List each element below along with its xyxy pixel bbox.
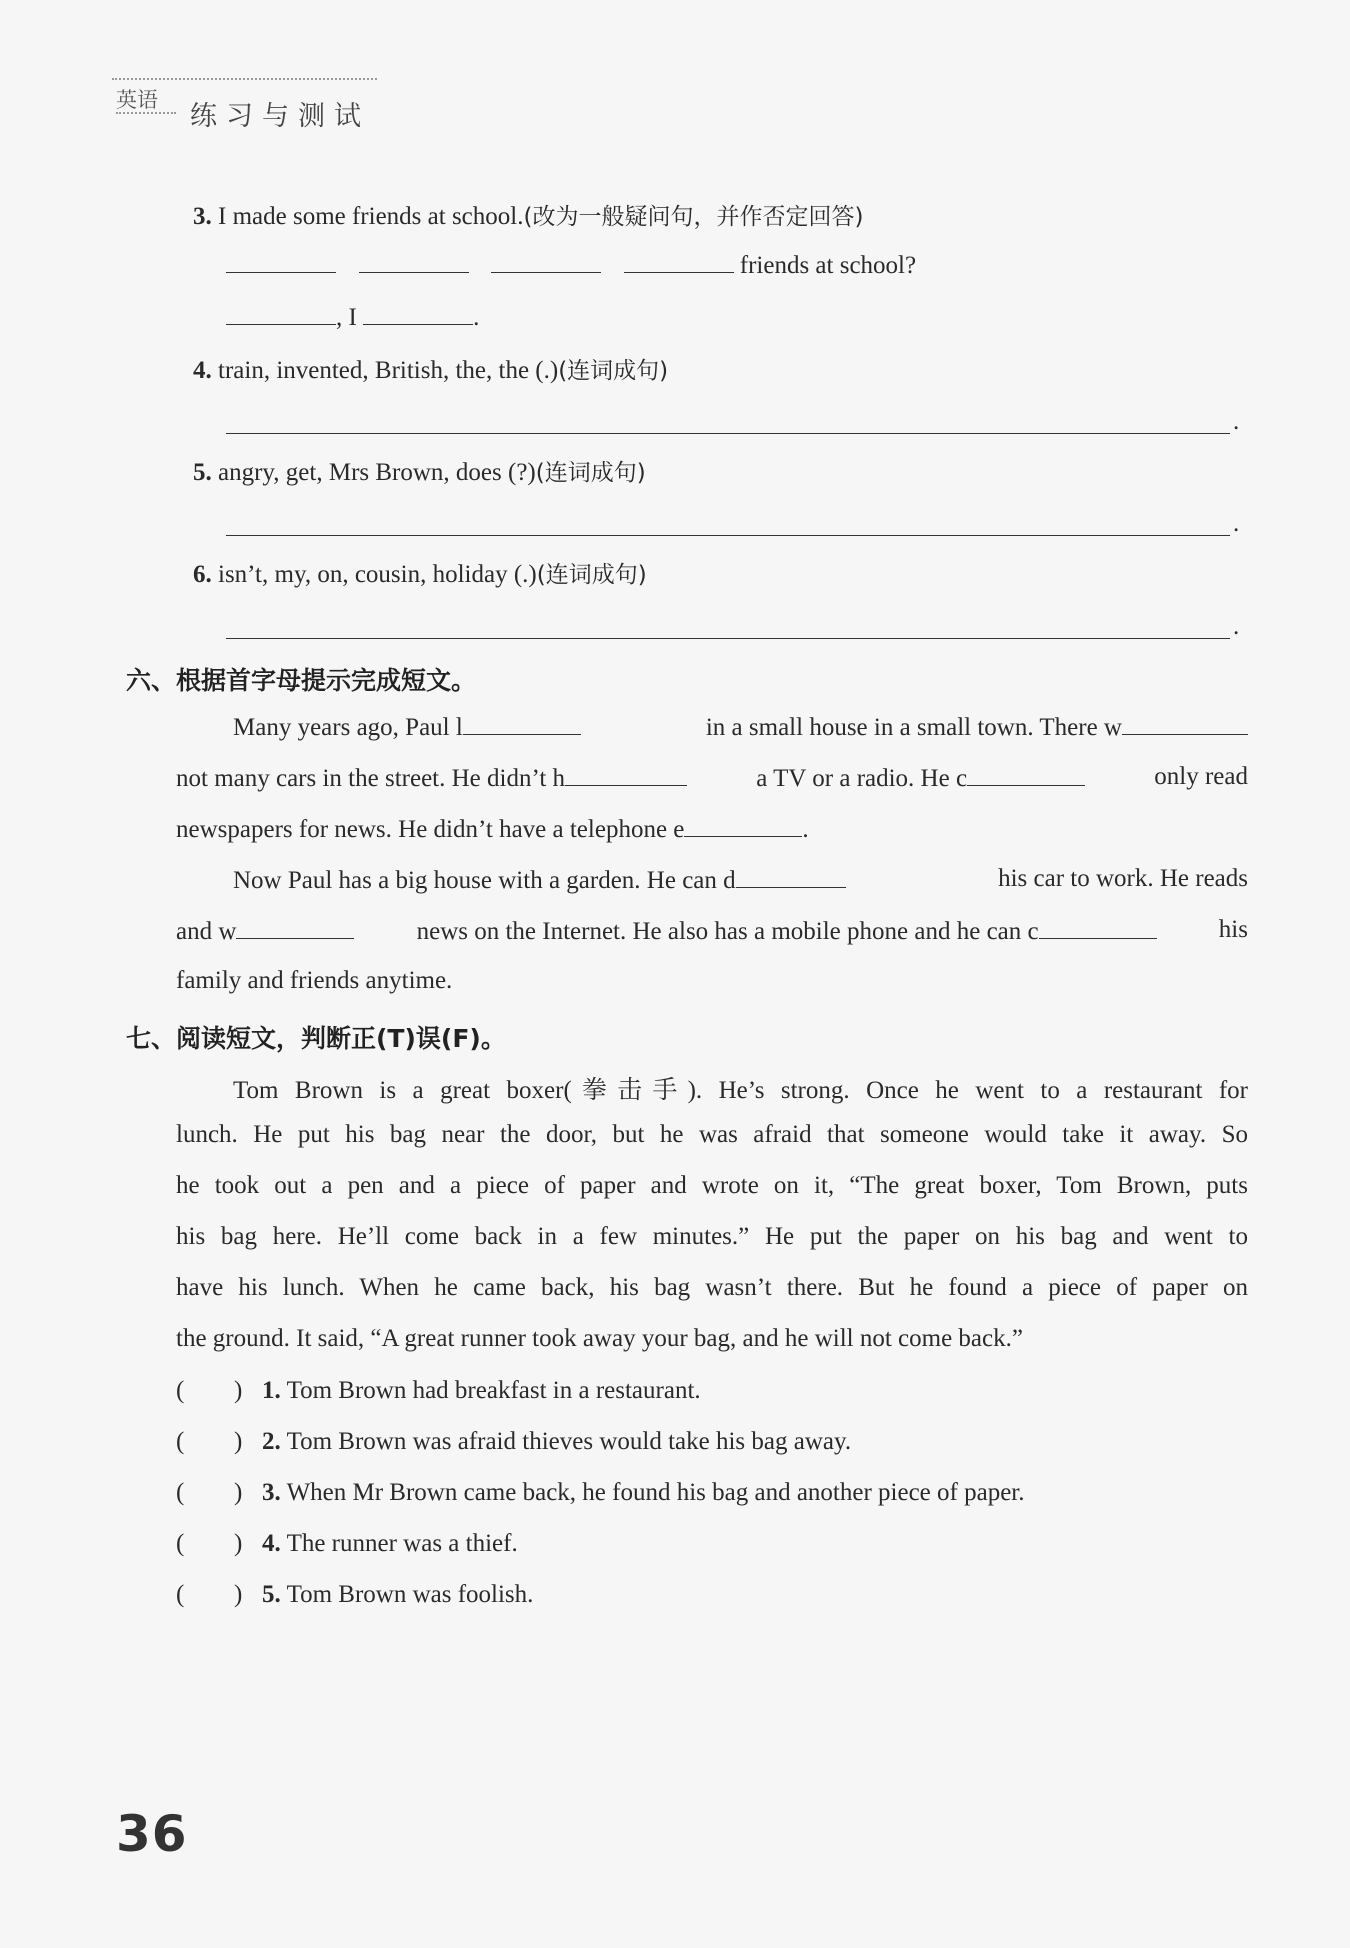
- item-text: Tom Brown was afraid thieves would take his bag away.: [286, 1428, 852, 1455]
- question-3-tail: friends at school?: [739, 252, 917, 279]
- cloze-blank[interactable]: [236, 916, 354, 939]
- cloze-blank[interactable]: [463, 712, 581, 735]
- question-4-answer-line[interactable]: [226, 433, 1230, 434]
- answer-paren-open[interactable]: (: [176, 1530, 185, 1557]
- answer-paren-open[interactable]: (: [176, 1377, 185, 1404]
- passage-text: Now Paul has a big house with a garden. He can d: [233, 867, 736, 894]
- page-number: 36: [116, 1805, 188, 1863]
- answer-paren-open[interactable]: (: [176, 1479, 185, 1506]
- cloze-blank[interactable]: [967, 763, 1085, 786]
- passage-text: only read: [1154, 763, 1248, 790]
- answer-blank[interactable]: [359, 250, 469, 273]
- section-6-p2-line-2: [176, 916, 1248, 946]
- section-6-p1-line-3: [176, 814, 809, 844]
- passage-text: newspapers for news. He didn’t have a telephone e: [176, 816, 685, 843]
- section-6-p2-line-1: [233, 865, 1248, 895]
- answer-blank[interactable]: [491, 250, 601, 273]
- passage-text: news on the Internet. He also has a mobile phone and he can c: [416, 918, 1039, 945]
- answer-paren-close[interactable]: ): [234, 1428, 243, 1455]
- answer-blank[interactable]: [226, 302, 336, 325]
- header-subject: 英语: [116, 88, 158, 112]
- header-dotted-rule: [112, 78, 377, 80]
- item-number: 1.: [262, 1377, 281, 1404]
- passage-line: have his lunch. When he came back, his bag wasn’t there. But he found a piece of paper on: [176, 1274, 1248, 1301]
- cloze-blank[interactable]: [565, 763, 687, 786]
- section-6-p1-line-1: [233, 712, 1248, 742]
- item-text: When Mr Brown came back, he found his bag and another piece of paper.: [286, 1479, 1025, 1506]
- cloze-blank[interactable]: [684, 814, 802, 837]
- passage-line: lunch. He put his bag near the door, but he was afraid that someone would take it away. So: [176, 1121, 1248, 1148]
- question-3: [193, 198, 863, 231]
- question-number: 5.: [193, 459, 212, 486]
- cloze-blank[interactable]: [1039, 916, 1157, 939]
- passage-line: he took out a pen and a piece of paper and wrote on it, “The great boxer, Tom Brown, puts: [176, 1172, 1248, 1199]
- answer-paren-close[interactable]: ): [234, 1530, 243, 1557]
- passage-line: the ground. It said, “A great runner took away your bag, and he will not come back.”: [176, 1325, 1023, 1352]
- question-text: angry, get, Mrs Brown, does (?): [211, 459, 536, 486]
- question-6-answer-line[interactable]: [226, 638, 1230, 639]
- passage-text: Many years ago, Paul l: [233, 714, 463, 741]
- question-instruction: (连词成句): [535, 460, 646, 486]
- answer-paren-close[interactable]: ): [234, 1581, 243, 1608]
- tf-item-5: [262, 1581, 533, 1609]
- passage-text: .: [802, 816, 809, 843]
- answer-paren-open[interactable]: (: [176, 1581, 185, 1608]
- question-number: 4.: [193, 357, 212, 384]
- section-6-p1-line-2: [176, 763, 1248, 793]
- section-6-title: 六、根据首字母提示完成短文。: [126, 666, 477, 695]
- tf-item-1: [262, 1377, 701, 1405]
- question-4: [193, 352, 668, 385]
- passage-text: and w: [176, 918, 237, 945]
- question-3-end: .: [473, 304, 480, 331]
- item-text: The runner was a thief.: [286, 1530, 518, 1557]
- tf-item-2: [262, 1428, 851, 1456]
- question-5-answer-line[interactable]: [226, 535, 1230, 536]
- tf-item-4: [262, 1530, 518, 1558]
- answer-blank[interactable]: [363, 302, 473, 325]
- passage-text: in a small house in a small town. There w: [705, 714, 1122, 741]
- answer-paren-close[interactable]: ): [234, 1479, 243, 1506]
- section-6-p2-line-3: family and friends anytime.: [176, 967, 453, 994]
- item-text: Tom Brown had breakfast in a restaurant.: [286, 1377, 701, 1404]
- question-6: [193, 556, 647, 589]
- section-7-title: 七、阅读短文，判断正(T)误(F)。: [126, 1024, 506, 1053]
- passage-text: his car to work. He reads: [998, 865, 1248, 892]
- passage-line: his bag here. He’ll come back in a few minutes.” He put the paper on his bag and went to: [176, 1223, 1248, 1250]
- question-3-mid: , I: [336, 304, 357, 331]
- question-number: 3.: [193, 203, 212, 230]
- question-instruction: (连词成句): [536, 562, 647, 588]
- passage-text: not many cars in the street. He didn’t h: [176, 765, 566, 792]
- question-3-answer-line-2: [226, 302, 479, 332]
- answer-blank[interactable]: [226, 250, 336, 273]
- item-number: 2.: [262, 1428, 281, 1455]
- question-instruction: (连词成句): [558, 358, 669, 384]
- cloze-blank[interactable]: [736, 865, 846, 888]
- cloze-blank[interactable]: [1122, 712, 1248, 735]
- tf-item-3: [262, 1479, 1025, 1507]
- page-header: [112, 72, 382, 132]
- answer-blank[interactable]: [624, 250, 734, 273]
- passage-text: his: [1218, 916, 1248, 943]
- question-instruction: (改为一般疑问句，并作否定回答): [523, 204, 864, 230]
- header-title: 练习与测试: [190, 101, 370, 132]
- question-text: isn’t, my, on, cousin, holiday (.): [211, 561, 537, 588]
- answer-paren-close[interactable]: ): [234, 1377, 243, 1404]
- question-5-period: .: [1233, 510, 1240, 537]
- question-6-period: .: [1233, 613, 1240, 640]
- passage-text: a TV or a radio. He c: [756, 765, 968, 792]
- question-5: [193, 454, 646, 487]
- answer-paren-open[interactable]: (: [176, 1428, 185, 1455]
- item-text: Tom Brown was foolish.: [286, 1581, 534, 1608]
- item-number: 3.: [262, 1479, 281, 1506]
- question-4-period: .: [1233, 408, 1240, 435]
- question-text: I made some friends at school.: [211, 203, 524, 230]
- passage-line: Tom Brown is a great boxer(拳击手). He’s strong. Once he went to a restaurant for: [233, 1077, 1248, 1104]
- question-number: 6.: [193, 561, 212, 588]
- header-subject-rule: [116, 112, 176, 114]
- question-text: train, invented, British, the, the (.): [211, 357, 559, 384]
- item-number: 5.: [262, 1581, 281, 1608]
- item-number: 4.: [262, 1530, 281, 1557]
- question-3-answer-line-1: [226, 250, 916, 280]
